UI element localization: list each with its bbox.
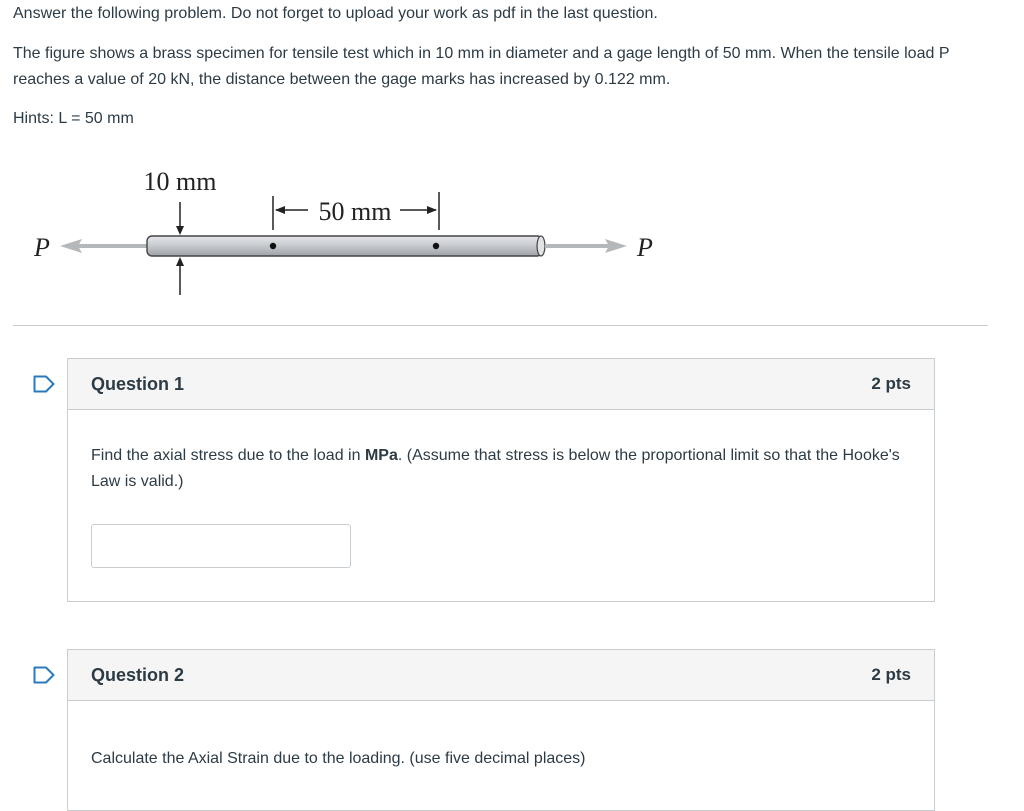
instruction-text: Answer the following problem. Do not forget to upload your work as pdf in the last question. <box>13 5 658 22</box>
gage-mark-left <box>270 243 276 249</box>
question-title: Question 2 <box>91 664 185 685</box>
specimen-end <box>537 236 545 256</box>
gage-arrowhead-right <box>427 206 437 214</box>
question-card-1 <box>67 358 935 602</box>
brass-specimen <box>147 236 542 256</box>
flag-question-icon[interactable] <box>33 375 55 393</box>
diameter-label: 10 mm <box>143 167 217 196</box>
question-body <box>68 701 934 772</box>
divider <box>13 325 988 326</box>
flag-question-icon[interactable] <box>33 666 55 684</box>
diameter-arrowhead-bottom <box>176 257 184 266</box>
question-title: Question 1 <box>91 373 185 394</box>
hints-text: Hints: L = 50 mm <box>13 110 134 127</box>
answer-input[interactable] <box>91 524 351 568</box>
problem-statement: The figure shows a brass specimen for tensile test which in 10 mm in diameter and a gage length of 50 mm. When the tensile load P reaches a value of 20 kN, the distance between the gage marks has increased by 0.122 mm. <box>13 45 950 88</box>
prompt-unit: MPa <box>364 447 398 464</box>
question-header <box>68 359 934 410</box>
question-card-2 <box>67 649 935 811</box>
question-prompt: Calculate the Axial Strain due to the loading. (use five decimal places) <box>91 750 586 767</box>
gage-label: 50 mm <box>318 197 392 226</box>
prompt-text: Find the axial stress due to the load in <box>91 447 365 464</box>
tensile-specimen-figure <box>20 160 700 310</box>
question-body <box>68 410 934 568</box>
load-label-right: P <box>637 233 653 262</box>
load-label-left: P <box>34 233 50 262</box>
prompt-text-continued: . (Assume that stress is below the proportional limit so that the Hooke's Law is valid.) <box>91 447 900 490</box>
question-points: 2 pts <box>871 665 911 684</box>
gage-mark-right <box>433 243 439 249</box>
question-prompt <box>91 443 911 495</box>
question-points: 2 pts <box>871 374 911 393</box>
diameter-arrowhead-top <box>176 226 184 235</box>
question-header <box>68 650 934 701</box>
gage-arrowhead-left <box>275 206 285 214</box>
